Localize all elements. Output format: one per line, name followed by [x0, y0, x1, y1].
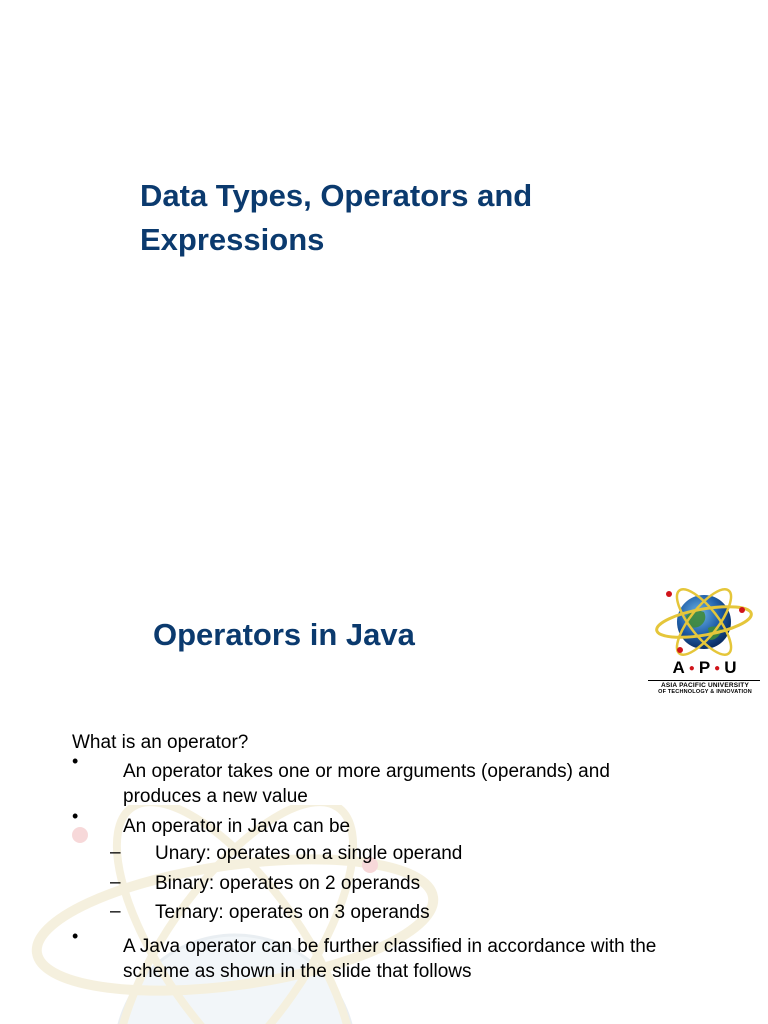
bullet-text-line: produces a new value	[123, 786, 308, 807]
logo-subtitle-2: OF TECHNOLOGY & INNOVATION	[658, 689, 752, 695]
logo-divider	[648, 680, 760, 681]
logo-dot: ●	[688, 663, 696, 675]
bullet-text: An operator in Java can be	[123, 816, 351, 837]
atom-globe-icon	[646, 580, 764, 660]
logo-acronym	[646, 658, 764, 678]
slide-1-title	[140, 174, 660, 262]
bullet-marker: •	[72, 926, 79, 946]
sub-item-text: Unary: operates on a single operand	[155, 843, 463, 864]
apu-logo	[646, 580, 764, 695]
bullet-text	[123, 934, 743, 984]
bullet-text-line: A Java operator can be further classified in accordance with the	[123, 936, 657, 957]
dash-marker: –	[110, 901, 121, 922]
bullet-text-line: An operator takes one or more arguments (operands) and	[123, 761, 610, 782]
logo-subtitle-1: ASIA PACIFIC UNIVERSITY	[660, 682, 750, 689]
sub-item-text: Binary: operates on 2 operands	[155, 873, 421, 894]
logo-letter-a: A	[672, 658, 686, 677]
title-line-1: Data Types, Operators and	[140, 178, 533, 213]
slide-2-title: Operators in Java	[153, 617, 415, 652]
bullet-marker: •	[72, 751, 79, 771]
dash-marker: –	[110, 872, 121, 893]
logo-dot: ●	[714, 663, 722, 675]
bullet-text	[123, 759, 743, 809]
logo-letter-p: P	[698, 658, 712, 677]
logo-letter-u: U	[724, 658, 738, 677]
bullet-marker: •	[72, 806, 79, 826]
sub-item-text: Ternary: operates on 3 operands	[155, 902, 430, 923]
dash-marker: –	[110, 842, 121, 863]
slide-2	[0, 575, 768, 1024]
title-line-2: Expressions	[140, 222, 325, 257]
intro-question: What is an operator?	[72, 732, 249, 753]
bullet-text-line: scheme as shown in the slide that follows	[123, 961, 472, 982]
